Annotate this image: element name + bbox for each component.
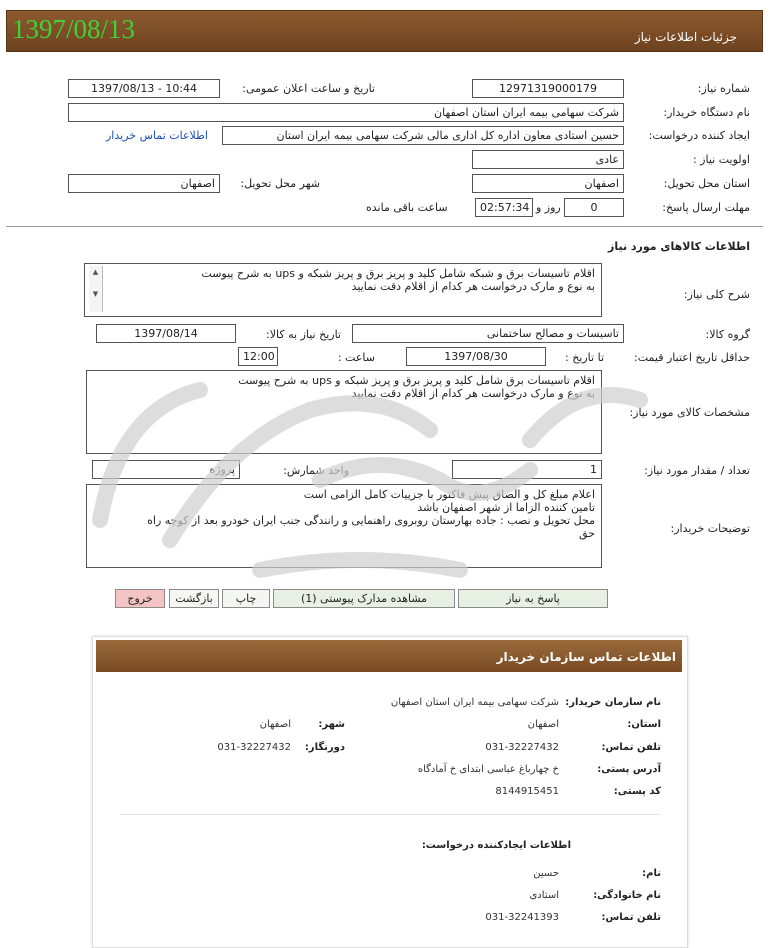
desc-scrollbar[interactable] bbox=[89, 266, 103, 312]
until-date-field: 1397/08/30 bbox=[406, 347, 546, 366]
creator-field: حسین استادی معاون اداره کل اداری مالی شرکت سهامی بیمه ایران استان bbox=[222, 126, 624, 145]
family-value: استادی bbox=[529, 890, 559, 901]
group-field: تاسیسات و مصالح ساختمانی bbox=[352, 324, 624, 343]
view-documents-button[interactable]: مشاهده مدارک پیوستی (1) bbox=[273, 589, 455, 608]
address-label: آدرس پستی: bbox=[597, 764, 661, 775]
reply-button[interactable]: پاسخ به نیاز bbox=[458, 589, 608, 608]
priority-field: عادی bbox=[472, 150, 624, 169]
province-label-card: استان: bbox=[627, 719, 661, 730]
fax-label: دورنگار: bbox=[304, 742, 345, 753]
goods-section-title: اطلاعات کالاهای مورد نیاز bbox=[608, 240, 750, 253]
need-number-field: 12971319000179 bbox=[472, 79, 624, 98]
buyer-contact-link[interactable]: اطلاعات تماس خریدار bbox=[106, 129, 208, 142]
date-stamp: 1397/08/13 bbox=[12, 14, 136, 44]
days-field: 0 bbox=[564, 198, 624, 217]
hour-field: 12:00 bbox=[238, 347, 278, 366]
creator-phone-value: 031-32241393 bbox=[485, 912, 559, 923]
phone-value: 031-32227432 bbox=[485, 742, 559, 753]
priority-label: اولویت نیاز : bbox=[692, 153, 750, 166]
card-divider bbox=[120, 814, 660, 815]
city-value: اصفهان bbox=[259, 719, 291, 730]
desc-line-1: اقلام تاسیسات برق و شبکه شامل کلید و پریز برق و پریز شبکه و ups به شرح پیوست bbox=[201, 267, 595, 280]
creator-info-title: اطلاعات ایجادکننده درخواست: bbox=[421, 840, 571, 851]
desc-line-2: به نوع و مارک درخواست هر کدام از اقلام دقت نمایید bbox=[351, 280, 595, 293]
group-label: گروه کالا: bbox=[705, 328, 750, 341]
spec-line-1: اقلام تاسیسات برق شامل کلید و پریز برق و پریز شبکه و ups به شرح پیوست bbox=[238, 374, 595, 387]
buyer-field: شرکت سهامی بیمه ایران استان اصفهان bbox=[68, 103, 624, 122]
name-value: حسین bbox=[533, 868, 559, 879]
validity-label: حداقل تاریخ اعتبار قیمت: bbox=[634, 351, 750, 364]
spec-label: مشخصات کالای مورد نیاز: bbox=[629, 406, 750, 419]
family-label: نام خانوادگی: bbox=[593, 890, 661, 901]
qty-label: تعداد / مقدار مورد نیاز: bbox=[644, 464, 750, 477]
exit-button[interactable]: خروج bbox=[115, 589, 165, 608]
need-date-label: تاریخ نیاز به کالا: bbox=[266, 328, 341, 341]
scroll-up-icon[interactable]: ▲ bbox=[92, 268, 99, 276]
postal-value: 8144915451 bbox=[495, 786, 559, 797]
phone-label: تلفن تماس: bbox=[601, 742, 661, 753]
until-label: تا تاریخ : bbox=[565, 351, 604, 364]
buyer-label: نام دستگاه خریدار: bbox=[663, 106, 750, 119]
announce-field: 1397/08/13 - 10:44 bbox=[68, 79, 220, 98]
unit-field: پروژه bbox=[92, 460, 240, 479]
desc-label: شرح کلی نیاز: bbox=[683, 288, 750, 301]
city-label-card: شهر: bbox=[318, 719, 345, 730]
org-label: نام سازمان خریدار: bbox=[565, 697, 661, 708]
contact-card-title: اطلاعات تماس سازمان خریدار bbox=[496, 650, 676, 664]
notes-label: توضیحات خریدار: bbox=[670, 522, 750, 535]
need-date-field: 1397/08/14 bbox=[96, 324, 236, 343]
back-button[interactable]: بازگشت bbox=[169, 589, 219, 608]
province-field: اصفهان bbox=[472, 174, 624, 193]
notes-line-2: تامین کننده الزاما از شهر اصفهان باشد bbox=[417, 501, 595, 514]
address-value: خ چهارباغ عباسی ابتدای خ آمادگاه bbox=[417, 764, 559, 775]
days-unit: روز و bbox=[536, 201, 561, 214]
province-value: اصفهان bbox=[527, 719, 559, 730]
print-button[interactable]: چاپ bbox=[222, 589, 270, 608]
city-label: شهر محل تحویل: bbox=[240, 177, 320, 190]
qty-field: 1 bbox=[452, 460, 602, 479]
deadline-label: مهلت ارسال پاسخ: bbox=[662, 201, 750, 214]
page-title: جزئیات اطلاعات نیاز bbox=[634, 30, 737, 44]
city-field: اصفهان bbox=[68, 174, 220, 193]
hour-label: ساعت : bbox=[337, 351, 375, 364]
contact-card bbox=[92, 636, 688, 948]
creator-phone-label: تلفن تماس: bbox=[601, 912, 661, 923]
org-value: شرکت سهامی بیمه ایران استان اصفهان bbox=[390, 697, 559, 708]
notes-line-4: حق bbox=[579, 527, 595, 540]
announce-label: تاریخ و ساعت اعلان عمومی: bbox=[242, 82, 375, 95]
desc-textarea[interactable] bbox=[84, 263, 602, 317]
name-label: نام: bbox=[642, 868, 661, 879]
fax-value: 031-32227432 bbox=[217, 742, 291, 753]
province-label: استان محل تحویل: bbox=[663, 177, 750, 190]
need-number-label: شماره نیاز: bbox=[697, 82, 750, 95]
time-left-field: 02:57:34 bbox=[475, 198, 533, 217]
remaining-label: ساعت باقی مانده bbox=[366, 201, 448, 214]
postal-label: کد پستی: bbox=[613, 786, 661, 797]
spec-line-2: به نوع و مارک درخواست هر کدام از اقلام دقت نمایید bbox=[351, 387, 595, 400]
notes-line-3: محل تحویل و نصب : جاده بهارستان روبروی راهنمایی و رانندگی جنب ایران خودرو بعد از کوچه راه bbox=[147, 514, 595, 527]
unit-label: واحد شمارش: bbox=[283, 464, 349, 477]
scroll-down-icon[interactable]: ▼ bbox=[92, 290, 99, 298]
notes-line-1: اعلام مبلغ کل و الصاق پیش فاکتور با جزییات کامل الزامی است bbox=[303, 488, 595, 501]
creator-label: ایجاد کننده درخواست: bbox=[648, 129, 750, 142]
divider bbox=[6, 226, 763, 227]
